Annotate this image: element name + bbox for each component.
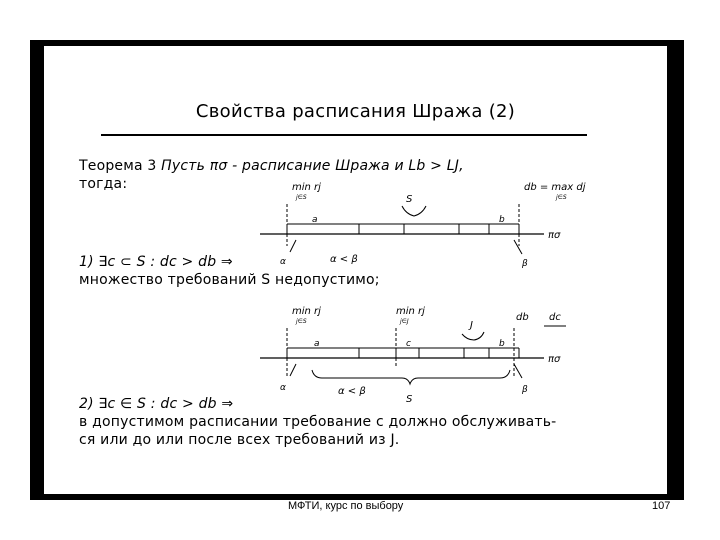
case1-text: множество требований S недопустимо;	[79, 272, 380, 288]
d1-ineq: α < β	[330, 254, 358, 265]
footer-course: МФТИ, курс по выбору	[288, 500, 404, 512]
d2-arrow-alpha	[290, 364, 296, 376]
d2-set-s: S	[406, 394, 413, 405]
title-underline	[101, 134, 587, 136]
d1-arrow-alpha	[290, 240, 296, 252]
d1-db: db = max dj	[524, 182, 586, 193]
d2-j-brace	[462, 332, 484, 340]
d1-alpha: α	[280, 257, 286, 267]
d2-dc: dc	[549, 312, 561, 323]
d2-a: a	[314, 339, 320, 349]
d1-brace	[402, 206, 426, 216]
d1-b: b	[499, 215, 505, 225]
d1-db-sub: j∈S	[556, 194, 567, 201]
d2-c: c	[406, 339, 411, 349]
case1-head	[79, 254, 233, 270]
d1-arrow-beta	[514, 240, 522, 254]
d1-a: a	[312, 215, 318, 225]
d2-alpha: α	[280, 383, 286, 393]
d2-pi: πσ	[548, 354, 561, 365]
case2-text-2: ся или до или после всех требований из J.	[79, 432, 400, 448]
d1-pi: πσ	[548, 230, 561, 241]
case2-head	[79, 396, 233, 412]
d1-min-sub: j∈S	[296, 194, 307, 201]
case2-text-1: в допустимом расписании требование c должно обслуживать-	[79, 414, 557, 430]
d2-brace-s	[312, 370, 510, 384]
diagram-2	[44, 298, 667, 408]
footer-page-number: 107	[652, 500, 671, 512]
slide-title: Свойства расписания Шража (2)	[195, 101, 516, 122]
case2-head-text: 2) ∃c ∈ S : dc > db ⇒	[79, 396, 234, 412]
d1-min-r: min rj	[292, 182, 321, 193]
d2-db: db	[516, 312, 529, 323]
theorem-label: Теорема 3	[79, 158, 157, 174]
d2-arrow-beta	[514, 364, 522, 378]
theorem-then: тогда:	[79, 176, 128, 192]
d1-set-s: S	[406, 194, 413, 205]
d2-min-sub1: j∈S	[296, 318, 307, 325]
case1-head-text: 1) ∃c ⊂ S : dc > db ⇒	[79, 254, 233, 270]
d1-beta: β	[522, 259, 528, 269]
d2-min-r1: min rj	[292, 306, 321, 317]
d2-ineq: α < β	[338, 386, 366, 397]
theorem-statement: Пусть πσ - расписание Шража и Lb > LJ,	[156, 158, 464, 174]
d2-b: b	[499, 339, 505, 349]
d2-min-r2: min rj	[396, 306, 425, 317]
d2-min-sub2: j∈J	[400, 318, 409, 325]
d2-beta: β	[522, 385, 528, 395]
theorem-line	[79, 158, 464, 174]
slide-content	[44, 46, 667, 494]
d2-set-j: J	[470, 320, 473, 331]
